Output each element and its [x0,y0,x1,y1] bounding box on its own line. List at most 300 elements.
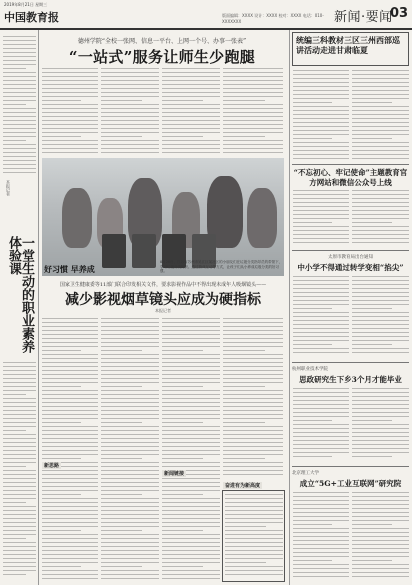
body-text-line [352,292,409,293]
body-text-line [352,324,409,325]
body-text-line [3,442,36,443]
body-text-line [293,118,349,119]
body-text-line [162,426,220,427]
body-text-line [3,116,36,117]
body-text-line [223,136,265,137]
body-text-line [101,446,159,447]
body-text-line [293,452,349,453]
body-text-line [101,458,142,459]
body-text-line [42,558,98,559]
body-text-line [223,342,283,343]
body-text-line [162,132,220,133]
body-text-line [3,418,36,419]
body-text-line [223,466,283,467]
body-text-line [162,326,220,327]
body-text-line [293,320,349,321]
body-text-line [162,482,220,483]
body-text-line [352,138,392,139]
body-text-line [352,114,409,115]
body-text-line [42,124,98,125]
body-text-line [3,144,36,145]
body-text-line [42,394,98,395]
body-text-line [225,518,283,519]
body-text-line [101,546,159,547]
body-text-line [293,512,349,513]
body-text-line [223,326,283,327]
page-number: 03 [390,6,409,21]
body-text-line [3,40,36,41]
body-text-line [223,430,283,431]
body-text-line [352,280,409,281]
body-text-line [3,402,36,403]
body-text-line [293,138,332,139]
body-text-line [42,100,81,101]
body-text-line [101,318,159,319]
body-text-line [3,430,26,431]
right-c-col-1 [293,276,349,356]
right-story-b-headline: 中小学不得通过转学变相“掐尖” [297,263,404,272]
body-text-line [162,530,203,531]
body-text-line [293,296,349,297]
divider [292,362,409,363]
body-text-line [3,398,36,399]
body-text-line [3,518,36,519]
body-text-line [352,276,409,277]
divider [292,250,409,251]
body-text-line [352,70,409,71]
body-text-line [101,430,159,431]
body-text-line [352,536,409,537]
body-text-line [225,506,283,507]
body-text-line [352,238,409,239]
body-text-line [42,490,98,491]
body-text-line [293,78,349,79]
body-text-line [42,148,98,149]
body-text-line [162,562,220,563]
body-text-line [3,550,36,551]
body-text-line [42,136,81,137]
body-text-line [352,158,409,159]
body-text-line [3,506,36,507]
body-text-line [293,206,349,207]
body-text-line [223,144,283,145]
body-text-line [3,64,36,65]
body-text-line [101,68,159,69]
body-text-line [42,402,98,403]
body-text-line [352,408,409,409]
body-text-line [3,370,36,371]
body-text-line [3,510,36,511]
body-text-line [3,80,36,81]
body-text-line [162,418,220,419]
body-text-line [162,378,220,379]
body-text-line [162,362,220,363]
body-text-line [293,520,349,521]
body-text-line [223,418,283,419]
body-text-line [223,370,283,371]
body-text-line [223,132,283,133]
body-text-line [3,482,36,483]
body-text-line [162,410,220,411]
body-text-line [293,568,349,569]
body-text-line [101,326,159,327]
story2-body-col-4 [223,318,283,478]
body-text-line [352,424,409,425]
body-text-line [293,98,349,99]
body-text-line [352,504,409,505]
body-text-line [101,554,159,555]
body-text-line [101,398,159,399]
body-text-line [3,96,36,97]
body-text-line [162,144,220,145]
body-text-line [101,418,159,419]
body-text-line [223,450,283,451]
body-text-line [162,104,220,105]
body-text-line [162,136,203,137]
body-text-line [352,556,409,557]
body-text-line [352,524,392,525]
body-text-line [352,82,409,83]
body-text-line [101,96,159,97]
body-text-line [42,430,98,431]
body-text-line [293,392,349,393]
body-text-line [101,394,159,395]
body-text-line [223,112,283,113]
body-text-line [3,426,36,427]
body-text-line [293,154,349,155]
body-text-line [162,120,220,121]
story2-headline: 减少影视烟草镜头应成为硬指标 [65,292,261,308]
body-text-line [101,342,159,343]
right-story-d-kicker: 北京理工大学 [292,471,319,476]
body-text-line [352,300,409,301]
body-text-line [223,414,283,415]
body-text-line [352,202,409,203]
body-text-line [3,374,36,375]
body-text-line [293,432,349,433]
body-text-line [293,332,349,333]
body-text-line [162,574,220,575]
lead-body-col-4 [223,68,283,156]
body-text-line [162,414,220,415]
body-text-line [162,518,220,519]
body-text-line [293,496,349,497]
body-text-line [293,348,349,349]
body-text-line [223,390,283,391]
body-text-line [42,76,98,77]
body-text-line [352,142,409,143]
body-text-line [162,92,220,93]
body-text-line [162,350,203,351]
body-text-line [42,120,98,121]
body-text-line [3,554,36,555]
body-text-line [225,570,283,571]
body-text-line [162,566,203,567]
body-text-line [352,544,409,545]
body-text-line [293,556,349,557]
body-text-line [3,124,36,125]
body-text-line [293,552,349,553]
body-text-line [101,426,159,427]
body-text-line [162,454,220,455]
body-text-line [42,522,98,523]
body-text-line [225,494,283,495]
body-text-line [162,570,220,571]
right-story-c-kicker: 杭州职业技术学院 [292,367,328,372]
body-text-line [3,534,36,535]
body-text-line [3,470,36,471]
body-text-line [352,86,409,87]
body-text-line [293,280,349,281]
body-text-line [3,494,36,495]
body-text-line [225,526,266,527]
body-text-line [101,550,159,551]
body-text-line [223,148,283,149]
body-text-line [42,546,98,547]
section-title: 新闻·要闻 [334,10,393,25]
body-text-line [101,104,159,105]
body-text-line [101,570,159,571]
body-text-line [352,560,392,561]
story2-body-col-1 [42,318,98,582]
body-text-line [352,214,409,215]
body-text-line [3,546,36,547]
body-text-line [3,450,36,451]
body-text-line [101,370,159,371]
body-text-line [352,242,409,243]
body-text-line [162,398,220,399]
body-text-line [3,382,36,383]
photo-caption-title: 好习惯 早养成 [44,264,95,274]
body-text-line [293,70,349,71]
body-text-line [352,352,409,353]
body-text-line [162,522,220,523]
body-text-line [42,494,81,495]
body-text-line [162,494,203,495]
news-photo [42,158,284,276]
body-text-line [352,308,392,309]
body-text-line [42,144,98,145]
body-text-line [3,44,36,45]
body-text-line [223,124,283,125]
body-text-line [352,206,409,207]
right-box-title: 统编三科教材三区三州西部巡讲活动走进甘肃临夏 [296,35,400,55]
body-text-line [293,424,349,425]
body-text-line [42,542,98,543]
body-text-line [101,478,159,479]
body-text-line [225,554,283,555]
body-text-line [101,92,159,93]
body-text-line [352,154,409,155]
body-text-line [352,198,409,199]
right-c-col-2 [352,276,409,356]
body-text-line [42,422,81,423]
body-text-line [352,548,409,549]
right-d-col-1 [293,388,349,460]
divider [292,164,409,165]
body-text-line [162,502,220,503]
body-text-line [42,450,98,451]
body-text-line [293,388,349,389]
body-text-line [293,210,349,211]
body-text-line [3,36,36,37]
body-text-line [3,446,36,447]
body-text-line [3,362,36,363]
body-text-line [162,534,220,535]
body-text-line [293,328,349,329]
body-text-line [293,242,349,243]
body-text-line [225,558,283,559]
body-text-line [223,358,283,359]
body-text-line [162,152,220,153]
body-text-line [101,558,159,559]
body-text-line [162,338,220,339]
column-rule [38,30,39,585]
body-text-line [223,470,283,471]
side-body-bottom [3,362,36,580]
body-text-line [352,98,409,99]
body-text-line [293,352,349,353]
body-text-line [352,332,409,333]
body-text-line [101,148,159,149]
body-text-line [3,60,36,61]
body-text-line [223,446,283,447]
body-text-line [101,334,159,335]
body-text-line [352,428,409,429]
body-text-line [101,510,159,511]
body-text-line [42,68,98,69]
body-text-line [101,438,159,439]
body-text-line [352,552,409,553]
body-text-line [293,142,349,143]
right-story-c-headline: 思政研究生下乡3个月才能毕业 [299,375,402,384]
body-text-line [42,152,98,153]
body-text-line [3,160,36,161]
body-text-line [352,568,409,569]
body-text-line [352,528,409,529]
body-text-line [101,350,142,351]
body-text-line [225,502,283,503]
body-text-line [293,226,349,227]
body-text-line [3,112,36,113]
body-text-line [101,530,142,531]
body-text-line [223,322,283,323]
body-text-line [352,508,409,509]
body-text-line [3,140,26,141]
body-text-line [293,408,349,409]
body-text-line [42,374,98,375]
body-text-line [101,152,159,153]
body-text-line [3,136,36,137]
body-text-line [293,158,349,159]
body-text-line [293,74,349,75]
body-text-line [352,448,409,449]
body-text-line [293,202,349,203]
body-text-line [3,526,36,527]
body-text-line [293,312,349,313]
body-text-line [352,110,409,111]
body-text-line [162,342,220,343]
body-text-line [42,350,81,351]
body-text-line [223,382,283,383]
body-text-line [293,336,349,337]
body-text-line [42,346,98,347]
body-text-line [3,454,36,455]
body-text-line [223,346,283,347]
body-text-line [162,80,220,81]
body-text-line [101,506,159,507]
body-text-line [352,532,409,533]
body-text-line [101,562,159,563]
body-text-line [101,132,159,133]
body-text-line [42,410,98,411]
body-text-line [293,436,349,437]
body-text-line [101,338,159,339]
body-text-line [3,152,36,153]
body-text-line [223,104,283,105]
body-text-line [3,414,36,415]
body-text-line [293,404,349,405]
body-text-line [162,442,220,443]
body-text-line [223,108,283,109]
body-text-line [293,536,349,537]
body-text-line [293,130,349,131]
body-text-line [162,374,220,375]
body-text-line [3,538,26,539]
body-text-line [293,444,349,445]
body-text-line [352,348,409,349]
body-text-line [42,390,98,391]
body-text-line [101,140,159,141]
body-text-line [162,366,220,367]
body-text-line [352,420,392,421]
issue-info: 版面编辑：XXXX 设计：XXXX 校对：XXXX 电话：010-XXXXXXX [222,13,324,24]
body-text-line [352,234,409,235]
body-text-line [293,428,349,429]
body-text-line [3,156,36,157]
body-text-line [162,84,220,85]
body-text-line [3,574,26,575]
body-text-line [42,578,98,579]
body-text-line [293,190,349,191]
body-text-line [162,140,220,141]
body-text-line [352,146,409,147]
body-text-line [42,514,98,515]
body-text-line [352,296,409,297]
body-text-line [293,516,349,517]
body-text-line [101,144,159,145]
body-text-line [293,344,332,345]
body-text-line [293,544,349,545]
right-e-col-2 [352,492,409,582]
body-text-line [101,442,159,443]
side-body-top [3,36,36,176]
body-text-line [42,72,98,73]
body-text-line [42,502,98,503]
body-text-line [162,538,220,539]
body-text-line [223,422,265,423]
body-text-line [42,458,81,459]
body-text-line [225,498,283,499]
body-text-line [42,370,98,371]
body-text-line [42,518,98,519]
body-text-line [352,284,409,285]
body-text-line [101,542,159,543]
body-text-line [101,76,159,77]
body-text-line [162,514,220,515]
sub-head-3: 新闻链接 [164,471,185,477]
body-text-line [162,124,220,125]
